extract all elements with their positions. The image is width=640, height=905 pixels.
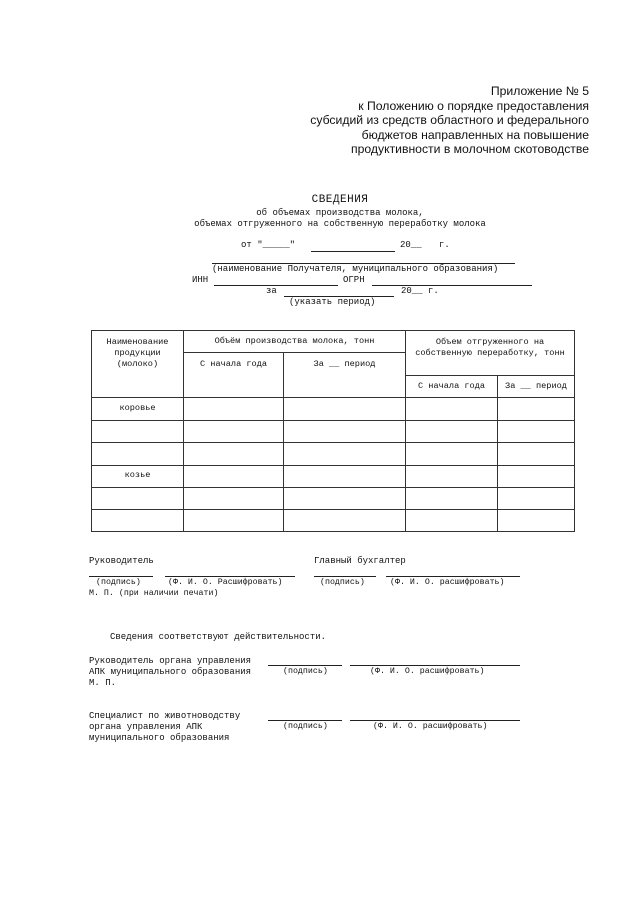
date-prefix: от "_____" [241,240,296,250]
fio-caption: (Ф. И. О. расшифровать) [373,722,488,731]
table-cell[interactable] [284,421,406,443]
subheader-period: За __ период [284,353,406,398]
table-cell[interactable] [498,443,575,466]
table-cell[interactable] [406,421,498,443]
row-label-goat: козье [92,466,184,488]
row-label-cow: коровье [92,398,184,421]
specialist-label: органа управления АПК [89,722,203,732]
stamp-note: М. П. (при наличии печати) [89,589,219,598]
table-cell[interactable] [92,488,184,510]
agency-head-fio-line[interactable] [350,665,520,666]
table-cell[interactable] [406,510,498,532]
subheader-from-year-start: С начала года [184,353,284,398]
sign-caption: (подпись) [320,578,365,587]
date-suffix: г. [439,240,450,250]
table-cell[interactable] [184,443,284,466]
subheader-period: За __ период [498,376,575,398]
table-cell[interactable] [184,466,284,488]
stamp-place: М. П. [89,678,117,688]
table-cell[interactable] [184,510,284,532]
appendix-ref-line: субсидий из средств областного и федерального [310,113,589,127]
table-cell[interactable] [498,466,575,488]
col-header-production: Объём производства молока, тонн [184,331,406,353]
table-cell[interactable] [406,443,498,466]
fio-caption: (Ф. И. О. расшифровать) [370,667,485,676]
table-cell[interactable] [92,510,184,532]
agency-head-label: АПК муниципального образования [89,667,252,677]
document-title: СВЕДЕНИЯ [311,194,369,206]
specialist-label: муниципального образования [89,733,230,743]
period-caption: (указать период) [289,297,376,307]
table-cell[interactable] [284,398,406,421]
table-cell[interactable] [184,398,284,421]
table-cell[interactable] [284,510,406,532]
subheader-from-year-start: С начала года [406,376,498,398]
table-cell[interactable] [284,488,406,510]
table-cell[interactable] [498,398,575,421]
sign-caption: (подпись) [283,667,328,676]
table-cell[interactable] [284,466,406,488]
specialist-label: Специалист по животноводству [89,711,241,721]
date-month-line[interactable] [311,251,395,252]
table-cell[interactable] [184,488,284,510]
production-table [91,330,575,532]
ogrn-label: ОГРН [343,275,365,285]
ogrn-field-line[interactable] [372,285,532,286]
table-cell[interactable] [406,398,498,421]
appendix-number: Приложение № 5 [490,84,589,98]
accountant-fio-line[interactable] [386,576,520,577]
table-cell[interactable] [284,443,406,466]
table-cell[interactable] [406,466,498,488]
table-cell[interactable] [92,421,184,443]
appendix-ref-line: к Положению о порядке предоставления [358,98,589,113]
appendix-ref-line: бюджетов направленных на повышение [361,127,589,142]
recipient-caption: (наименование Получателя, муниципального образования) [212,264,499,274]
col-header-product: Наименование продукции (молоко) [92,331,184,398]
fio-caption: (Ф. И. О. расшифровать) [390,578,505,587]
appendix-ref-line: продуктивности в молочном скотоводстве [351,142,589,156]
accountant-signature-line[interactable] [314,576,376,577]
col-header-shipped: Объем отгруженного на собственную переработку, тонн [406,331,575,376]
agency-head-signature-line[interactable] [268,665,342,666]
head-label: Руководитель [89,556,154,566]
specialist-signature-line[interactable] [268,720,342,721]
fio-caption: (Ф. И. О. Расшифровать) [168,578,283,587]
table-cell[interactable] [498,421,575,443]
chief-accountant-label: Главный бухгалтер [314,556,406,566]
period-year: 20__ г. [401,286,439,296]
specialist-fio-line[interactable] [350,720,520,721]
table-cell[interactable] [498,510,575,532]
head-fio-line[interactable] [165,576,295,577]
document-subtitle: объемах отгруженного на собственную переработку молока [194,219,486,229]
date-year: 20__ [400,240,422,250]
agency-head-label: Руководитель органа управления [89,656,252,666]
period-prefix: за [266,286,277,296]
sign-caption: (подпись) [96,578,141,587]
inn-label: ИНН [192,275,209,285]
table-cell[interactable] [184,421,284,443]
document-subtitle: об объемах производства молока, [256,208,424,218]
appendix-header [289,84,589,157]
table-cell[interactable] [406,488,498,510]
confirmation-text: Сведения соответствуют действительности. [110,632,327,642]
table-cell[interactable] [498,488,575,510]
sign-caption: (подпись) [283,722,328,731]
table-cell[interactable] [92,443,184,466]
head-signature-line[interactable] [89,576,153,577]
